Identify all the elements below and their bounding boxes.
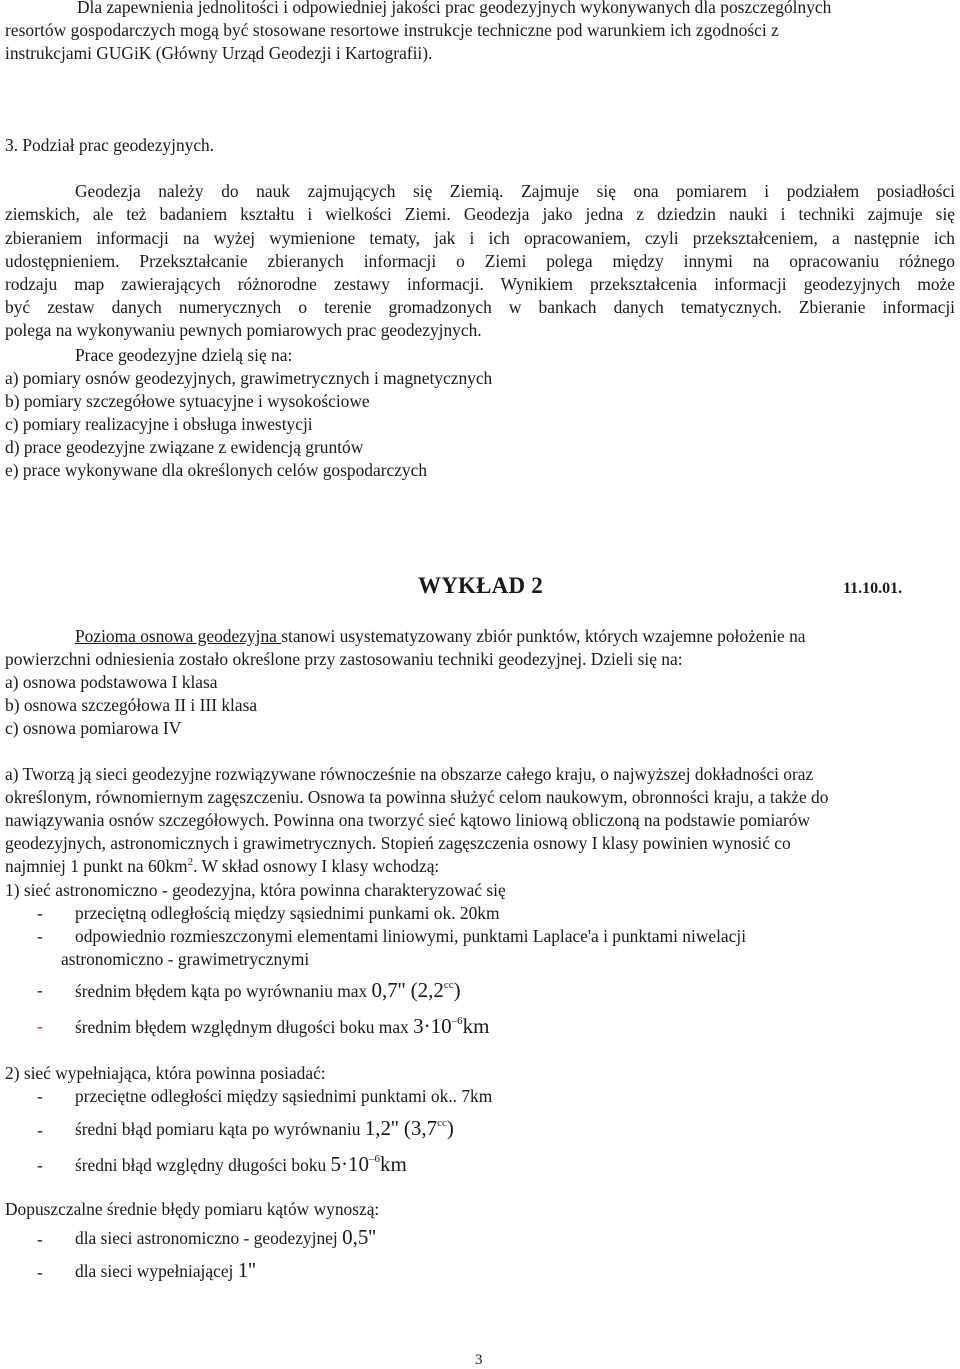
network-2-item xyxy=(75,1153,407,1179)
dash-bullet: - xyxy=(37,926,43,946)
errors-title: Dopuszczalne średnie błędy pomiaru kątów wynoszą: xyxy=(5,1199,380,1219)
dash-bullet: - xyxy=(37,1016,43,1036)
network-2-title: 2) sieć wypełniająca, która powinna posiadać: xyxy=(5,1063,326,1083)
errors-item xyxy=(75,1259,256,1282)
paragraph-a-line xyxy=(5,855,439,880)
math-value: 3·10 xyxy=(413,1014,452,1038)
intro-line-2: resortów gospodarczych mogą być stosowane resortowe instrukcje techniczne pod warunkiem ich zgodności z xyxy=(5,20,779,40)
math-value: 5·10 xyxy=(330,1152,370,1176)
math-close: ) xyxy=(446,1116,454,1140)
dash-bullet: - xyxy=(37,980,43,1000)
item-text: dla sieci wypełniającej xyxy=(75,1261,234,1281)
paragraph-line: udostępnieniem. Przekształcanie zbieranych informacji o Ziemi polega między innymi na opracowaniu różnego xyxy=(5,251,955,271)
item-text: średnim błędem względnym długości boku max xyxy=(75,1017,409,1037)
paragraph-a-text: . W skład osnowy I klasy wchodzą: xyxy=(193,856,440,876)
item-text: średnim błędem kąta po wyrównaniu max xyxy=(75,981,368,1001)
intro-line-3: instrukcjami GUGiK (Główny Urząd Geodezji i Kartografii). xyxy=(5,43,433,63)
osnowa-class: c) osnowa pomiarowa IV xyxy=(5,718,182,738)
paragraph-line: Geodezja należy do nauk zajmujących się Ziemią. Zajmuje się ona pomiarem i podziałem posiadłości xyxy=(75,181,955,201)
osnowa-class: a) osnowa podstawowa I klasa xyxy=(5,672,218,692)
network-2-item xyxy=(75,1117,454,1143)
list-item: d) prace geodezyjne związane z ewidencją gruntów xyxy=(5,437,364,457)
network-1-item-continued: astronomiczno - grawimetrycznymi xyxy=(61,949,310,969)
superscript: –6 xyxy=(451,1015,463,1027)
superscript: 2 xyxy=(187,856,194,868)
network-1-item: przeciętną odległością między sąsiednimi punkami ok. 20km xyxy=(75,903,500,923)
osnowa-definition-rest: stanowi usystematyzowany zbiór punktów, których wzajemne położenie na xyxy=(281,626,806,646)
list-item: c) pomiary realizacyjne i obsługa inwestycji xyxy=(5,414,313,434)
math-value: 1'' xyxy=(237,1258,256,1282)
network-2-item: przeciętne odległości między sąsiednimi punktami ok.. 7km xyxy=(75,1086,493,1106)
section-heading: 3. Podział prac geodezyjnych. xyxy=(5,135,215,155)
osnowa-definition-line-1 xyxy=(75,625,806,647)
paragraph-a-text: najmniej 1 punkt na 60km xyxy=(5,856,188,876)
list-item: b) pomiary szczegółowe sytuacyjne i wysokościowe xyxy=(5,391,370,411)
osnowa-definition-line-2: powierzchni odniesienia zostało określone przy zastosowaniu techniki geodezyjnej. Dzieli się na: xyxy=(5,649,683,669)
network-1-item xyxy=(75,979,461,1005)
dash-bullet: - xyxy=(37,1086,43,1106)
list-item: a) pomiary osnów geodezyjnych, grawimetrycznych i magnetycznych xyxy=(5,368,493,388)
dash-bullet: - xyxy=(37,1229,43,1249)
math-unit: km xyxy=(380,1152,407,1176)
math-value: 1,2'' (3,7 xyxy=(364,1116,438,1140)
osnowa-class: b) osnowa szczegółowa II i III klasa xyxy=(5,695,258,715)
math-unit: km xyxy=(462,1014,490,1038)
item-text: średni błąd względny długości boku xyxy=(75,1155,327,1175)
superscript: cc xyxy=(443,979,454,991)
paragraph-line: ziemskich, ale też badaniem kształtu i wielkości Ziemi. Geodezja jako jedna z dziedzin nauki i techniki zajmuje się xyxy=(5,204,955,224)
math-close: ) xyxy=(453,978,461,1002)
paragraph-line: polega na wykonywaniu pewnych pomiarowych prac geodezyjnych. xyxy=(5,320,482,340)
dash-bullet: - xyxy=(37,1155,43,1175)
math-value: 0,7'' (2,2 xyxy=(371,978,444,1002)
paragraph-a-line: określonym, równomiernym zagęszczeniu. Osnowa ta powinna służyć celom naukowym, obronności kraju, a także do xyxy=(5,787,829,807)
dash-bullet: - xyxy=(37,1120,43,1140)
network-1-item xyxy=(75,1015,489,1041)
list-intro: Prace geodezyjne dzielą się na: xyxy=(75,345,293,365)
superscript: cc xyxy=(437,1117,447,1129)
paragraph-a-line: geodezyjnych, astronomicznych i grawimetrycznych. Stopień zagęszczenia osnowy I klasy powinien wynosić co xyxy=(5,833,791,853)
dash-bullet: - xyxy=(37,903,43,923)
paragraph-line: zbieraniem informacji na wyżej wymienione tematy, jak i ich opracowaniem, czyli przekształceniem, a następnie ich xyxy=(5,228,955,248)
network-1-item: odpowiednio rozmieszczonymi elementami liniowymi, punktami Laplace'a i punktami niwelacji xyxy=(75,926,747,946)
paragraph-line: rodzaju map zawierających różnorodne zestawy informacji. Wynikiem przekształcenia informacji geodezyjnych może xyxy=(5,274,955,294)
network-1-title: 1) sieć astronomiczno - geodezyjna, która powinna charakteryzować się xyxy=(5,880,506,900)
paragraph-line: być zestaw danych numerycznych o terenie gromadzonych w bankach danych tematycznych. Zbieranie informacji xyxy=(5,297,955,317)
lecture-title: WYKŁAD 2 xyxy=(418,573,543,598)
item-text: dla sieci astronomiczno - geodezyjnej xyxy=(75,1228,338,1248)
osnowa-term: Pozioma osnowa geodezyjna xyxy=(75,626,282,646)
page-number: 3 xyxy=(475,1352,483,1368)
superscript: –6 xyxy=(369,1153,381,1165)
lecture-date: 11.10.01. xyxy=(843,580,903,597)
errors-item xyxy=(75,1226,376,1249)
item-text: średni błąd pomiaru kąta po wyrównaniu xyxy=(75,1119,361,1139)
list-item: e) prace wykonywane dla określonych celów gospodarczych xyxy=(5,460,428,480)
intro-line-1: Dla zapewnienia jednolitości i odpowiedniej jakości prac geodezyjnych wykonywanych dla poszczególnych xyxy=(77,0,832,17)
dash-bullet: - xyxy=(37,1262,43,1282)
math-value: 0,5'' xyxy=(342,1225,376,1249)
paragraph-a-line: nawiązywania osnów szczegółowych. Powinna ona tworzyć sieć kątowo liniową obliczoną na podstawie pomiarów xyxy=(5,810,811,830)
paragraph-a-line: a) Tworzą ją sieci geodezyjne rozwiązywane równocześnie na obszarze całego kraju, o najwyższej dokładności oraz xyxy=(5,764,814,784)
